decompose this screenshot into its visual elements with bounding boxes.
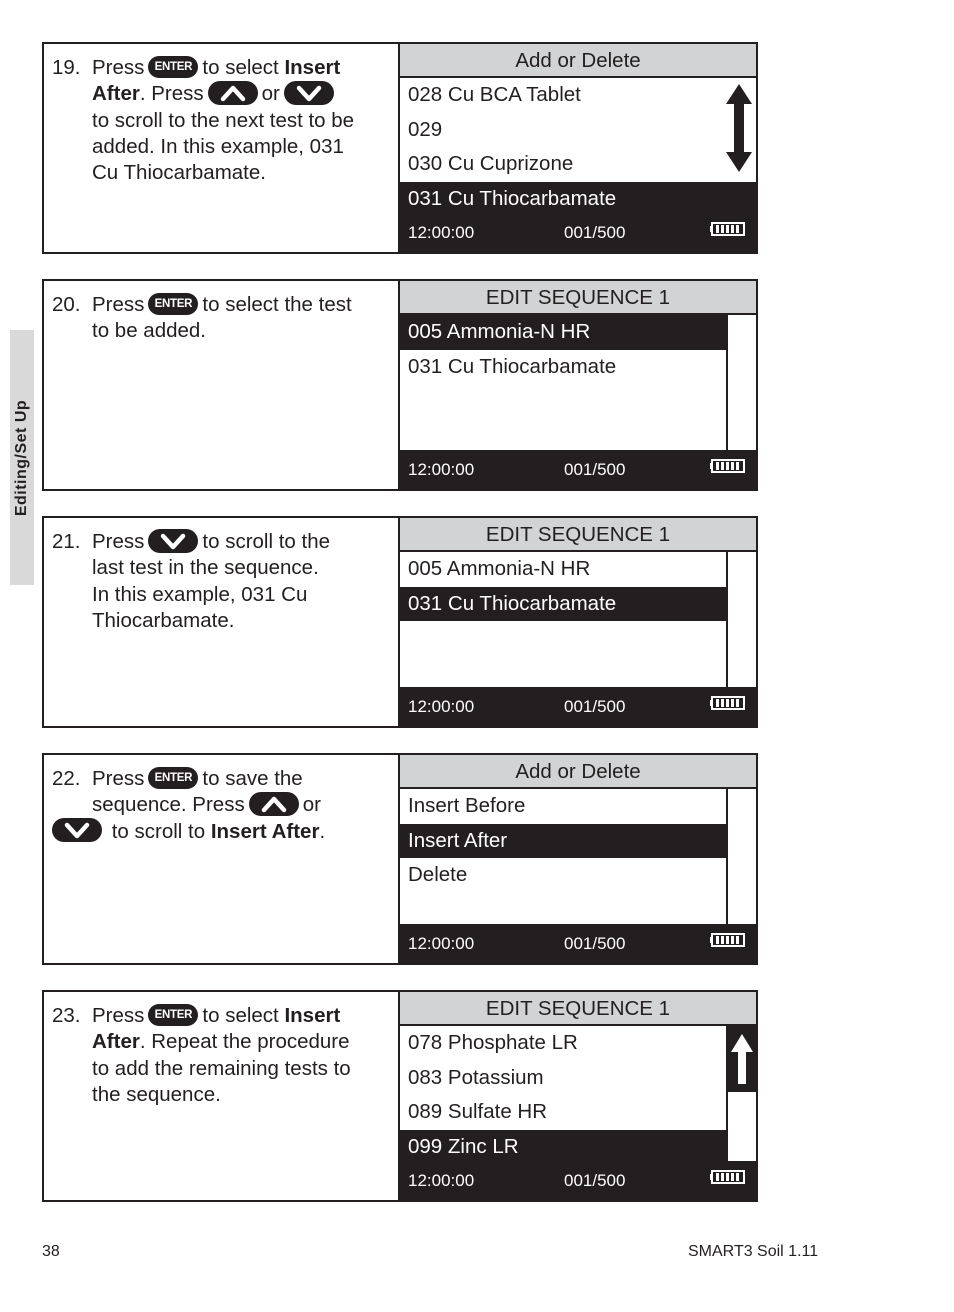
step-number: 23. <box>52 1004 81 1027</box>
screen-title: EDIT SEQUENCE 1 <box>400 518 756 552</box>
step-22 <box>42 753 758 965</box>
meter-screen <box>400 44 756 252</box>
step-22-instructions <box>44 755 400 963</box>
text: Press <box>92 767 145 790</box>
menu-item: Delete <box>408 863 468 886</box>
scroll-arrows <box>722 78 756 182</box>
test-counter: 001/500 <box>564 223 626 242</box>
text: last test in the sequence. <box>92 556 319 580</box>
menu-item-selected: 099 Zinc LR <box>400 1130 726 1165</box>
step-number: 22. <box>52 767 81 790</box>
screen-status-bar <box>400 450 756 489</box>
clock-time: 12:00:00 <box>408 460 475 479</box>
text: Press <box>92 293 145 316</box>
menu-item: 005 Ammonia-N HR <box>408 557 591 580</box>
menu-item-selected: 031 Cu Thiocarbamate <box>400 587 726 622</box>
text: to scroll to the <box>202 530 331 553</box>
menu-item: 030 Cu Cuprizone <box>408 152 574 175</box>
down-arrow-button-icon <box>52 818 102 842</box>
menu-item: 031 Cu Thiocarbamate <box>408 354 617 378</box>
text: In this example, 031 Cu <box>92 582 308 606</box>
menu-item: 089 Sulfate HR <box>408 1100 548 1123</box>
menu-item: Insert Before <box>408 794 526 817</box>
scrollbar-track <box>726 789 756 925</box>
screen-menu-list <box>400 789 726 893</box>
page-number: 38 <box>42 1243 60 1260</box>
text: to add the remaining tests to <box>92 1056 351 1080</box>
clock-time: 12:00:00 <box>408 697 475 716</box>
text: Press <box>92 1004 145 1027</box>
screen-menu-list <box>400 1026 726 1164</box>
screen-status-bar <box>400 213 756 252</box>
enter-button-icon: ENTER <box>148 767 198 789</box>
clock-time: 12:00:00 <box>408 223 475 242</box>
text: or <box>261 82 280 106</box>
menu-item: 078 Phosphate LR <box>408 1031 578 1054</box>
test-counter: 001/500 <box>564 460 626 479</box>
meter-screen <box>400 992 756 1200</box>
screen-menu-list <box>400 315 726 384</box>
screen-title: Add or Delete <box>400 755 756 789</box>
enter-button-icon: ENTER <box>148 1004 198 1026</box>
step-19 <box>42 42 758 254</box>
text: to select the test <box>202 293 352 316</box>
menu-item-selected: 005 Ammonia-N HR <box>400 315 726 350</box>
test-counter: 001/500 <box>564 697 626 716</box>
text-bold: After <box>92 1030 140 1054</box>
scrollbar-thumb <box>728 1026 756 1092</box>
screen-status-bar <box>400 687 756 726</box>
menu-item-selected: Insert After <box>400 824 726 859</box>
clock-time: 12:00:00 <box>408 1171 475 1190</box>
step-number: 20. <box>52 293 81 316</box>
text: Press <box>92 530 145 553</box>
text-bold: Insert After <box>210 819 320 843</box>
text: to select <box>202 56 279 79</box>
step-21 <box>42 516 758 728</box>
screen-status-bar <box>400 1161 756 1200</box>
enter-button-icon: ENTER <box>148 56 198 78</box>
up-arrow-button-icon <box>208 81 258 105</box>
scrollbar-track <box>726 552 756 688</box>
step-19-instructions <box>44 44 400 252</box>
scrollbar-track <box>726 1026 756 1162</box>
step-20-instructions <box>44 281 400 489</box>
menu-item: 028 Cu BCA Tablet <box>408 83 581 106</box>
down-arrow-button-icon <box>284 81 334 105</box>
step-20 <box>42 279 758 491</box>
scroll-up-arrow-icon <box>728 1026 756 1092</box>
text-bold: Insert <box>284 1004 341 1027</box>
text: Press <box>92 56 145 79</box>
section-side-tab-label: Editing/Set Up <box>13 399 30 516</box>
section-side-tab <box>10 330 34 585</box>
text: to select <box>202 1004 279 1027</box>
meter-screen <box>400 281 756 489</box>
text: . Press <box>139 82 204 106</box>
text: sequence. Press <box>92 793 245 817</box>
text: . Repeat the procedure <box>139 1030 350 1054</box>
step-23-instructions <box>44 992 400 1200</box>
text: Cu Thiocarbamate. <box>92 161 266 185</box>
text: to scroll to the next test to be <box>92 108 355 132</box>
battery-icon <box>710 1169 746 1185</box>
screen-title: EDIT SEQUENCE 1 <box>400 281 756 315</box>
enter-button-icon: ENTER <box>148 293 198 315</box>
menu-item-selected: 031 Cu Thiocarbamate <box>400 182 756 217</box>
menu-item: 083 Potassium <box>408 1065 544 1089</box>
text-bold: After <box>92 82 140 106</box>
battery-icon <box>710 458 746 474</box>
step-number: 19. <box>52 56 81 79</box>
step-23 <box>42 990 758 1202</box>
text: the sequence. <box>92 1082 221 1106</box>
text: Thiocarbamate. <box>92 608 235 632</box>
document-title: SMART3 Soil 1.11 <box>688 1243 819 1260</box>
text-bold: Insert <box>284 56 341 79</box>
screen-title: EDIT SEQUENCE 1 <box>400 992 756 1026</box>
clock-time: 12:00:00 <box>408 934 475 953</box>
text: to scroll to <box>111 819 206 843</box>
down-arrow-button-icon <box>148 529 198 553</box>
scrollbar-track <box>726 315 756 451</box>
battery-icon <box>710 932 746 948</box>
text: or <box>302 793 321 817</box>
up-arrow-button-icon <box>249 792 299 816</box>
menu-item: 029 <box>408 117 443 141</box>
screen-menu-list <box>400 552 726 621</box>
step-21-instructions <box>44 518 400 726</box>
battery-icon <box>710 221 746 237</box>
screen-status-bar <box>400 924 756 963</box>
test-counter: 001/500 <box>564 1171 626 1190</box>
test-counter: 001/500 <box>564 934 626 953</box>
scroll-up-down-arrows-icon <box>722 78 756 182</box>
screen-title: Add or Delete <box>400 44 756 78</box>
screen-menu-list <box>400 78 722 216</box>
text: to save the <box>202 767 303 790</box>
text: . <box>319 819 326 843</box>
meter-screen <box>400 518 756 726</box>
text: added. In this example, 031 <box>92 134 344 158</box>
step-number: 21. <box>52 530 81 553</box>
battery-icon <box>710 695 746 711</box>
text: to be added. <box>92 319 206 343</box>
meter-screen <box>400 755 756 963</box>
